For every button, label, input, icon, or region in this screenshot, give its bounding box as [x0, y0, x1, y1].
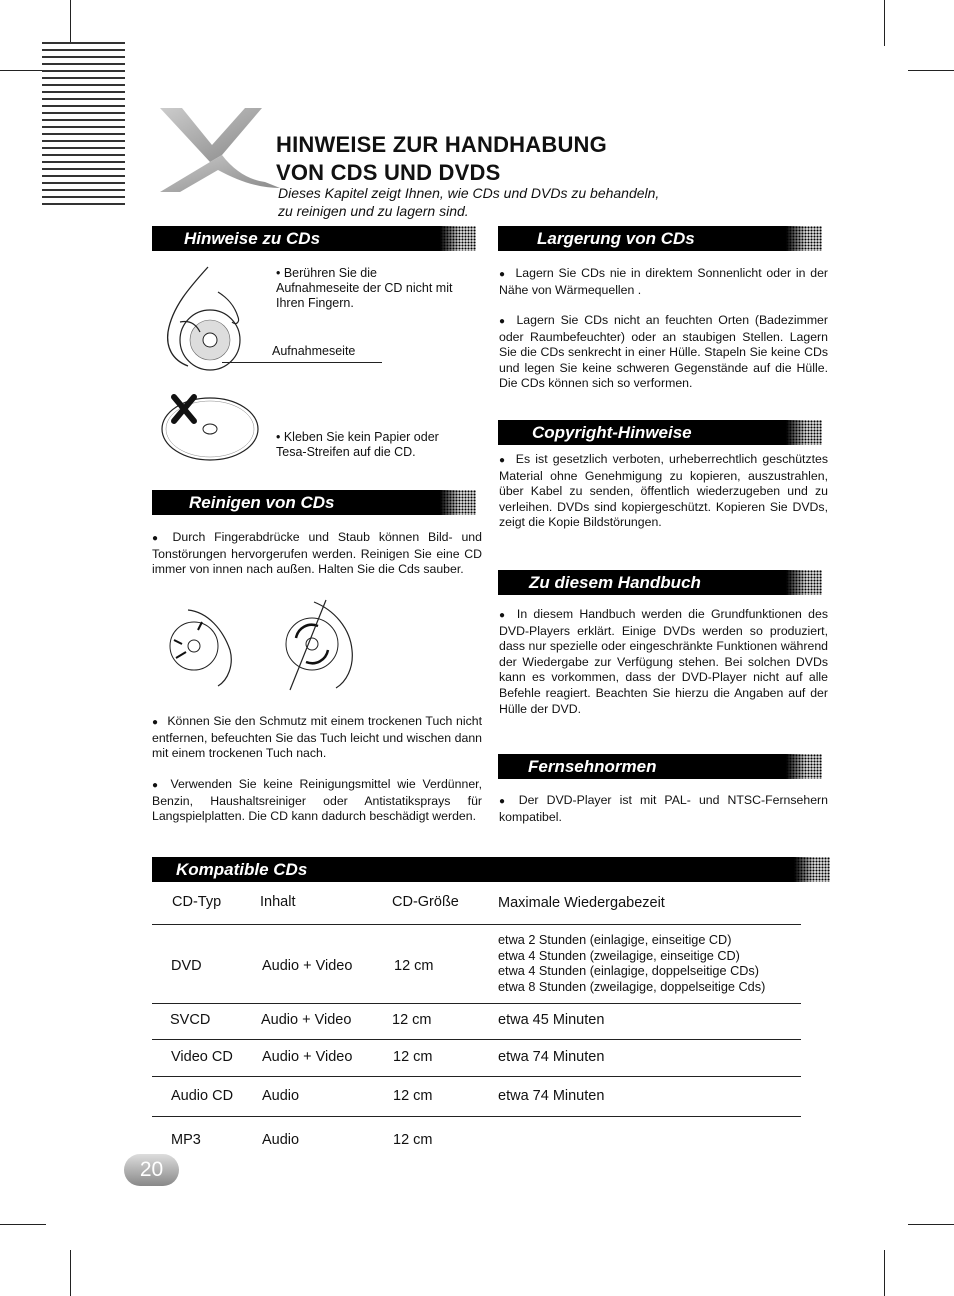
- table-cell-typ: DVD: [171, 958, 202, 974]
- x-logo-icon: [140, 100, 290, 200]
- cleaning-wrong-icon: [280, 598, 360, 693]
- tip-sticker-text: • Kleben Sie kein Papier oder Tesa-Streifen auf die CD.: [276, 430, 439, 459]
- table-cell-typ: Video CD: [171, 1049, 233, 1065]
- column-header-inhalt: Inhalt: [260, 894, 296, 910]
- table-cell-groesse: 12 cm: [392, 1012, 432, 1028]
- section-heading-hinweise: Hinweise zu CDs: [152, 226, 476, 251]
- handbuch-paragraph: ● In diesem Handbuch werden die Grundfunktionen des DVD-Players erklärt. Einige DVDs werden so produziert, dass nur spezielle oder eingeschränkte Funktionen während der Wiedergabe zur Verfügung stehen. Bei solchen DVDs kann es vorkommen, dass der DVD-Player nicht auf alle Befehle reagiert. Beachten Sie hierzu die Angaben auf der Hülle der DVD.: [499, 607, 828, 717]
- column-header-typ: CD-Typ: [172, 894, 222, 910]
- reinigen-paragraph-2: ● Können Sie den Schmutz mit einem trockenen Tuch nicht entfernen, befeuchten Sie das Tuch leicht und wischen dann mit einem trockenen Tuch nach.: [152, 714, 482, 762]
- section-heading-reinigen: Reinigen von CDs: [152, 490, 476, 515]
- section-heading-lagerung: Largerung von CDs: [498, 226, 822, 251]
- table-cell-inhalt: Audio: [262, 1132, 300, 1148]
- table-cell-zeit: etwa 74 Minuten: [498, 1049, 605, 1065]
- crop-mark: [908, 1224, 954, 1225]
- reinigen-paragraph-1: ● Durch Fingerabdrücke und Staub können Bild- und Tonstörungen hervorgerufen werden. Reinigen Sie eine CD immer von innen nach außen. Halten Sie die Cds sauber.: [152, 530, 482, 578]
- table-cell-inhalt: Audio: [262, 1088, 300, 1104]
- tip-touch-text: • Berühren Sie die Aufnahmeseite der CD nicht mit Ihren Fingern.: [276, 266, 453, 310]
- crop-mark: [70, 1250, 71, 1296]
- lagerung-paragraph-1: ● Lagern Sie CDs nie in direktem Sonnenlicht oder in der Nähe von Wärmequellen .: [499, 266, 828, 298]
- section-heading-kompatible: Kompatible CDs: [152, 857, 830, 882]
- section-heading-handbuch: Zu diesem Handbuch: [498, 570, 822, 595]
- column-header-zeit: Maximale Wiedergabezeit: [498, 895, 665, 911]
- lagerung-paragraph-2: ● Lagern Sie CDs nicht an feuchten Orten (Badezimmer oder Raumbefeuchter) oder an staubigen Stellen. Lagern Sie die CDs senkrecht in einer Hülle. Stapeln Sie keine CDs und legen Sie keine schweren Gegenstände auf die Hülle. Die CDs können sich so verformen.: [499, 313, 828, 392]
- crop-mark: [70, 0, 71, 46]
- table-divider: [152, 924, 801, 925]
- table-divider: [152, 1076, 801, 1077]
- table-cell-groesse: 12 cm: [393, 1049, 433, 1065]
- crop-mark: [884, 1250, 885, 1296]
- section-heading-fernsehnormen: Fernsehnormen: [498, 754, 822, 779]
- table-cell-typ: MP3: [171, 1132, 201, 1148]
- fernsehnormen-paragraph: ● Der DVD-Player ist mit PAL- und NTSC-Fernsehern kompatibel.: [499, 793, 828, 825]
- cleaning-correct-icon: [168, 600, 238, 690]
- table-cell-zeit: etwa 74 Minuten: [498, 1088, 605, 1104]
- crop-mark: [908, 70, 954, 71]
- page-subtitle: Dieses Kapitel zeigt Ihnen, wie CDs und DVDs zu behandeln, zu reinigen und zu lagern sind.: [278, 185, 660, 219]
- page-number: 20: [124, 1154, 179, 1186]
- table-cell-groesse: 12 cm: [393, 1088, 433, 1104]
- table-cell-inhalt: Audio + Video: [261, 1012, 352, 1028]
- table-cell-zeit: etwa 2 Stunden (einlagige, einseitige CD) etwa 4 Stunden (zweilagige, einseitige CD) etwa 4 Stunden (einlagige, doppelseitige CDs) etwa 8 Stunden (zweilagige, doppelseitige Cds): [498, 933, 766, 994]
- table-divider: [152, 1116, 801, 1117]
- table-cell-zeit: etwa 45 Minuten: [498, 1012, 605, 1028]
- table-cell-groesse: 12 cm: [394, 958, 434, 974]
- crop-mark: [0, 1224, 46, 1225]
- table-cell-typ: SVCD: [170, 1012, 211, 1028]
- page-title: HINWEISE ZUR HANDHABUNG VON CDS UND DVDS: [276, 132, 607, 185]
- column-header-groesse: CD-Größe: [392, 894, 459, 910]
- cd-no-sticker-icon: [160, 393, 260, 463]
- crop-mark: [0, 70, 46, 71]
- crop-mark: [884, 0, 885, 46]
- label-aufnahmeseite: Aufnahmeseite: [272, 344, 356, 358]
- reinigen-paragraph-3: ● Verwenden Sie keine Reinigungsmittel wie Verdünner, Benzin, Haushaltsreiniger oder Antistatiksprays für Langspielplatten. Die CD kann dadurch beschädigt werden.: [152, 777, 482, 825]
- table-cell-inhalt: Audio + Video: [262, 1049, 353, 1065]
- copyright-paragraph: ● Es ist gesetzlich verboten, urheberrechtlich geschütztes Material ohne Genehmigung zu kopieren, auszustrahlen, über Kabel zu senden, öffentlich wiederzugeben und zu verleihen. DVDs sind kopiergeschützt. Kopieren Sie DVDs, zeigt die Kopie Bildstörungen.: [499, 452, 828, 531]
- table-cell-typ: Audio CD: [171, 1088, 234, 1104]
- table-cell-inhalt: Audio + Video: [262, 958, 353, 974]
- section-heading-copyright: Copyright-Hinweise: [498, 420, 822, 445]
- table-divider: [152, 1003, 801, 1004]
- decorative-stripes: [42, 42, 125, 210]
- table-cell-groesse: 12 cm: [393, 1132, 433, 1148]
- label-leader-line: [222, 362, 382, 363]
- hand-holding-cd-icon: [160, 262, 260, 372]
- table-divider: [152, 1039, 801, 1040]
